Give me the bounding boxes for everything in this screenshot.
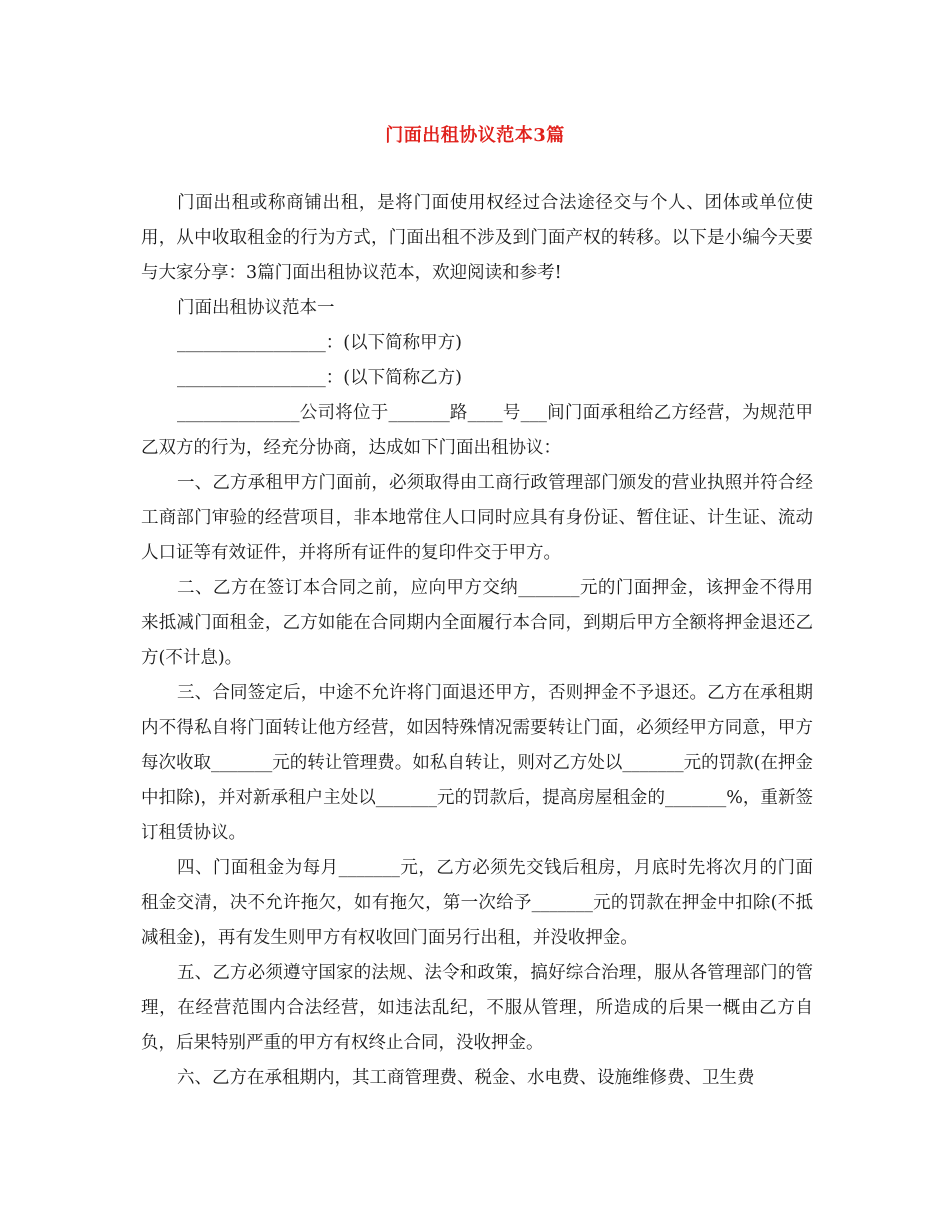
document-body xyxy=(141,186,813,1096)
intro-paragraph: 门面出租或称商铺出租，是将门面使用权经过合法途径交与个人、团体或单位使用，从中收取租金的行为方式，门面出租不涉及到门面产权的转移。以下是小编今天要与大家分享：3篇门面出租协议范本，欢迎阅读和参考! xyxy=(141,193,813,283)
clause-1: 一、乙方承租甲方门面前，必须取得由工商行政管理部门颁发的营业执照并符合经工商部门审验的经营项目，非本地常住人口同时应具有身份证、暂住证、计生证、流动人口证等有效证件，并将所有证件的复印件交于甲方。 xyxy=(141,473,813,563)
clause-2: 二、乙方在签订本合同之前，应向甲方交纳_______元的门面押金，该押金不得用来抵减门面租金，乙方如能在合同期内全面履行本合同，到期后甲方全额将押金退还乙方(不计息)。 xyxy=(141,578,813,668)
clause-3: 三、合同签定后，中途不允许将门面退还甲方，否则押金不予退还。乙方在承租期内不得私自将门面转让他方经营，如因特殊情况需要转让门面，必须经甲方同意，甲方每次收取_______元的转让管理费。如私自转让，则对乙方处以_______元的罚款(在押金中扣除)，并对新承租户主处以_______元的罚款后，提高房屋租金的_______%，重新签订租赁协议。 xyxy=(141,683,813,843)
clause-4: 四、门面租金为每月_______元，乙方必须先交钱后租房，月底时先将次月的门面租金交清，决不允许拖欠，如有拖欠，第一次给予_______元的罚款在押金中扣除(不抵减租金)，再有发生则甲方有权收回门面另行出租，并没收押金。 xyxy=(141,858,813,948)
preamble-paragraph: ______________公司将位于_______路____号___间门面承租给乙方经营，为规范甲乙双方的行为，经充分协商，达成如下门面出租协议： xyxy=(141,403,813,458)
party-a-line: _________________：(以下简称甲方) xyxy=(177,333,462,353)
clause-5: 五、乙方必须遵守国家的法规、法令和政策，搞好综合治理，服从各管理部门的管理，在经营范围内合法经营，如违法乱纪，不服从管理，所造成的后果一概由乙方自负，后果特别严重的甲方有权终止合同，没收押金。 xyxy=(141,963,813,1053)
document-title: 门面出租协议范本3篇 xyxy=(385,125,565,146)
party-b-line: _________________：(以下简称乙方) xyxy=(177,368,462,388)
clause-6: 六、乙方在承租期内，其工商管理费、税金、水电费、设施维修费、卫生费 xyxy=(177,1068,755,1088)
section-heading: 门面出租协议范本一 xyxy=(177,298,335,318)
